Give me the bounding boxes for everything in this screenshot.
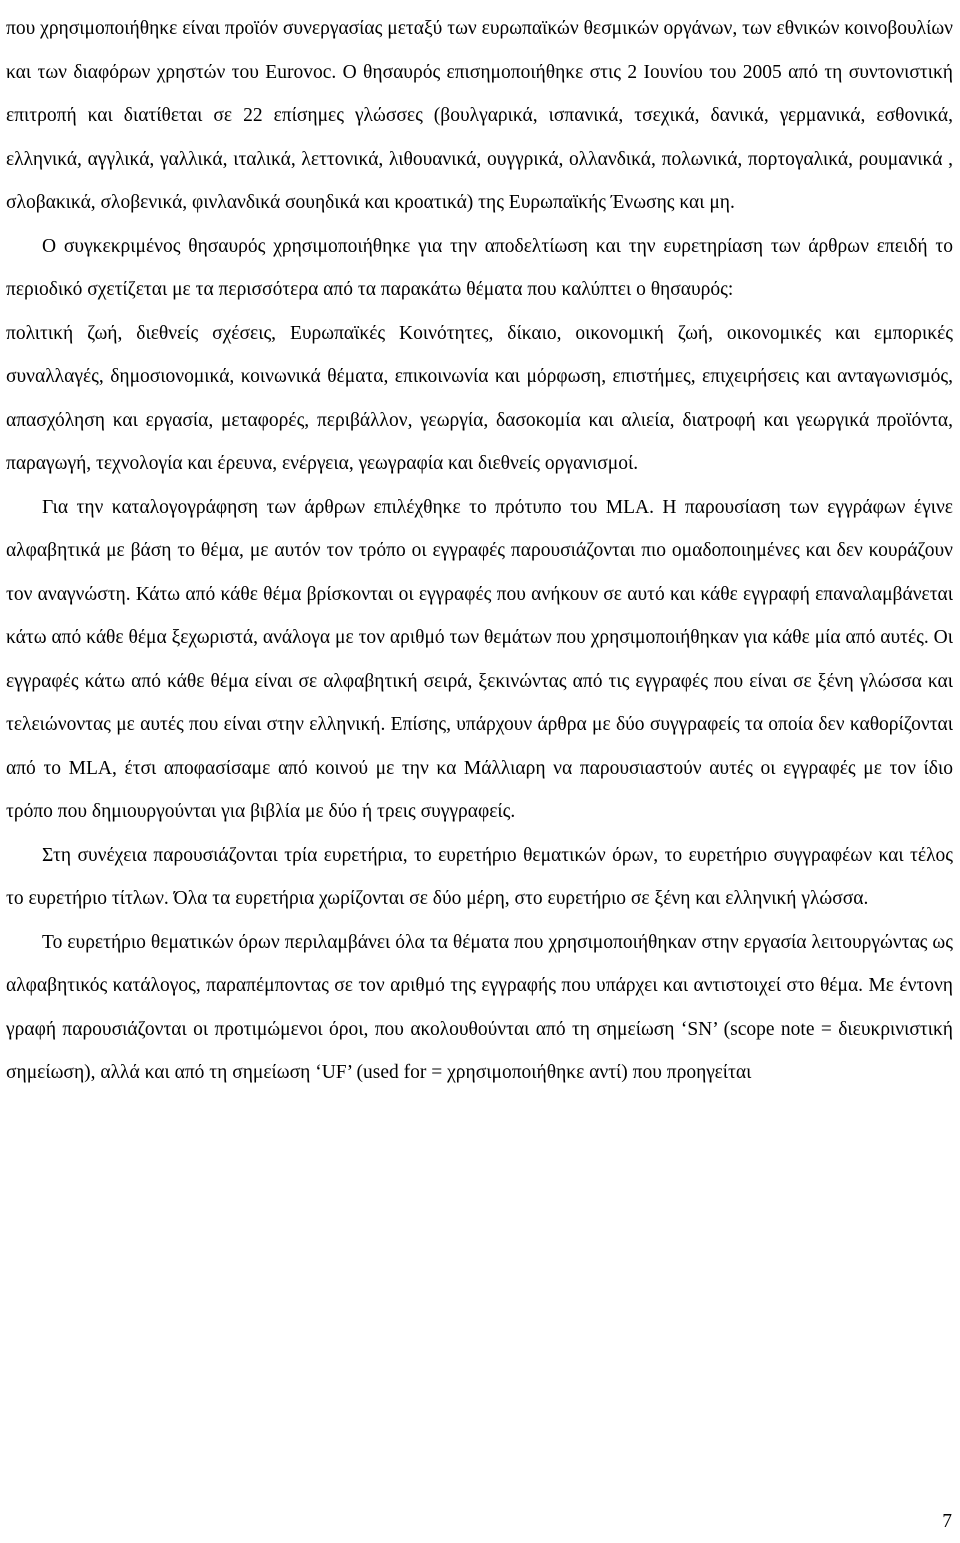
paragraph-subject-list: πολιτική ζωή, διεθνείς σχέσεις, Ευρωπαϊκές Κοινότητες, δίκαιο, οικονομική ζωή, οικονομικές και εμπορικές συναλλαγές, δημοσιονομικά, κοινωνικά θέματα, επικοινωνία και μόρφωση, επιστήμες, επιχειρήσεις και ανταγωνισμός, απασχόληση και εργασία, μεταφορές, περιβάλλον, γεωργία, δασοκομία και αλιεία, διατροφή και γεωργικά προϊόντα, παραγωγή, τεχνολογία και έρευνα, ενέργεια, γεωγραφία και διεθνείς οργανισμοί. [6,322,953,474]
paragraph-eurovoc-languages: που χρησιμοποιήθηκε είναι προϊόν συνεργασίας μεταξύ των ευρωπαϊκών θεσμικών οργάνων, των εθνικών κοινοβουλίων και των διαφόρων χρηστών του Eurovoc. Ο θησαυρός επισημοποιήθηκε στις 2 Ιουνίου του 2005 από τη συντονιστική επιτροπή και διατίθεται σε 22 επίσημες γλώσσες (βουλγαρικά, ισπανικά, τσεχικά, δανικά, γερμανικά, εσθονικά, ελληνικά, αγγλικά, γαλλικά, ιταλικά, λεττονικά, λιθουανικά, ουγγρικά, ολλανδικά, πολωνικά, πορτογαλικά, ρουμανικά , σλοβακικά, σλοβενικά, φινλανδικά σουηδικά και κροατικά) της Ευρωπαϊκής Ένωσης και μη. [6,18,953,213]
paragraph-subject-index: Το ευρετήριο θεματικών όρων περιλαμβάνει όλα τα θέματα που χρησιμοποιήθηκαν στην εργασία λειτουργώντας ως αλφαβητικός κατάλογος, παραπέμποντας σε τον αριθμό της εγγραφής που υπάρχει και αντιστοιχεί στο θέμα. Με έντονη γραφή παρουσιάζονται οι προτιμώμενοι όροι, που ακολουθούνται από τη σημείωση ‘SN’ (scope note = διευκρινιστική σημείωση), αλλά και από τη σημείωση ‘UF’ (used for = χρησιμοποιήθηκε αντί) που προηγείται [6,931,953,1083]
paragraph-indexes: Στη συνέχεια παρουσιάζονται τρία ευρετήρια, το ευρετήριο θεματικών όρων, το ευρετήριο συγγραφέων και τέλος το ευρετήριο τίτλων. Όλα τα ευρετήρια χωρίζονται σε δύο μέρη, στο ευρετήριο σε ξένη και ελληνική γλώσσα. [6,844,953,909]
body-text [6,7,953,1095]
page-number: 7 [942,1511,952,1532]
paragraph-mla-cataloguing: Για την καταλογογράφηση των άρθρων επιλέχθηκε το πρότυπο του MLA. Η παρουσίαση των εγγράφων έγινε αλφαβητικά με βάση το θέμα, με αυτόν τον τρόπο οι εγγραφές παρουσιάζονται πιο ομαδοποιημένες και δεν κουράζουν τον αναγνώστη. Κάτω από κάθε θέμα βρίσκονται οι εγγραφές που ανήκουν σε αυτό και κάθε εγγραφή επαναλαμβάνεται κάτω από κάθε θέμα ξεχωριστά, ανάλογα με τον αριθμό των θεμάτων που χρησιμοποιήθηκαν για κάθε μία από αυτές. Οι εγγραφές κάτω από κάθε θέμα είναι σε αλφαβητική σειρά, ξεκινώντας από τις εγγραφές που είναι σε ξένη γλώσσα και τελειώνοντας με αυτές που είναι στην ελληνική. Επίσης, υπάρχουν άρθρα με δύο συγγραφείς τα οποία δεν καθορίζονται από το MLA, έτσι αποφασίσαμε από κοινού με την κα Μάλλιαρη να παρουσιαστούν αυτές οι εγγραφές με τον ίδιο τρόπο που δημιουργούνται για βιβλία με δύο ή τρεις συγγραφείς. [6,496,953,822]
paragraph-thesaurus-usage: Ο συγκεκριμένος θησαυρός χρησιμοποιήθηκε για την αποδελτίωση και την ευρετηρίαση των άρθρων επειδή το περιοδικό σχετίζεται με τα περισσότερα από τα παρακάτω θέματα που καλύπτει ο θησαυρός: [6,235,953,300]
